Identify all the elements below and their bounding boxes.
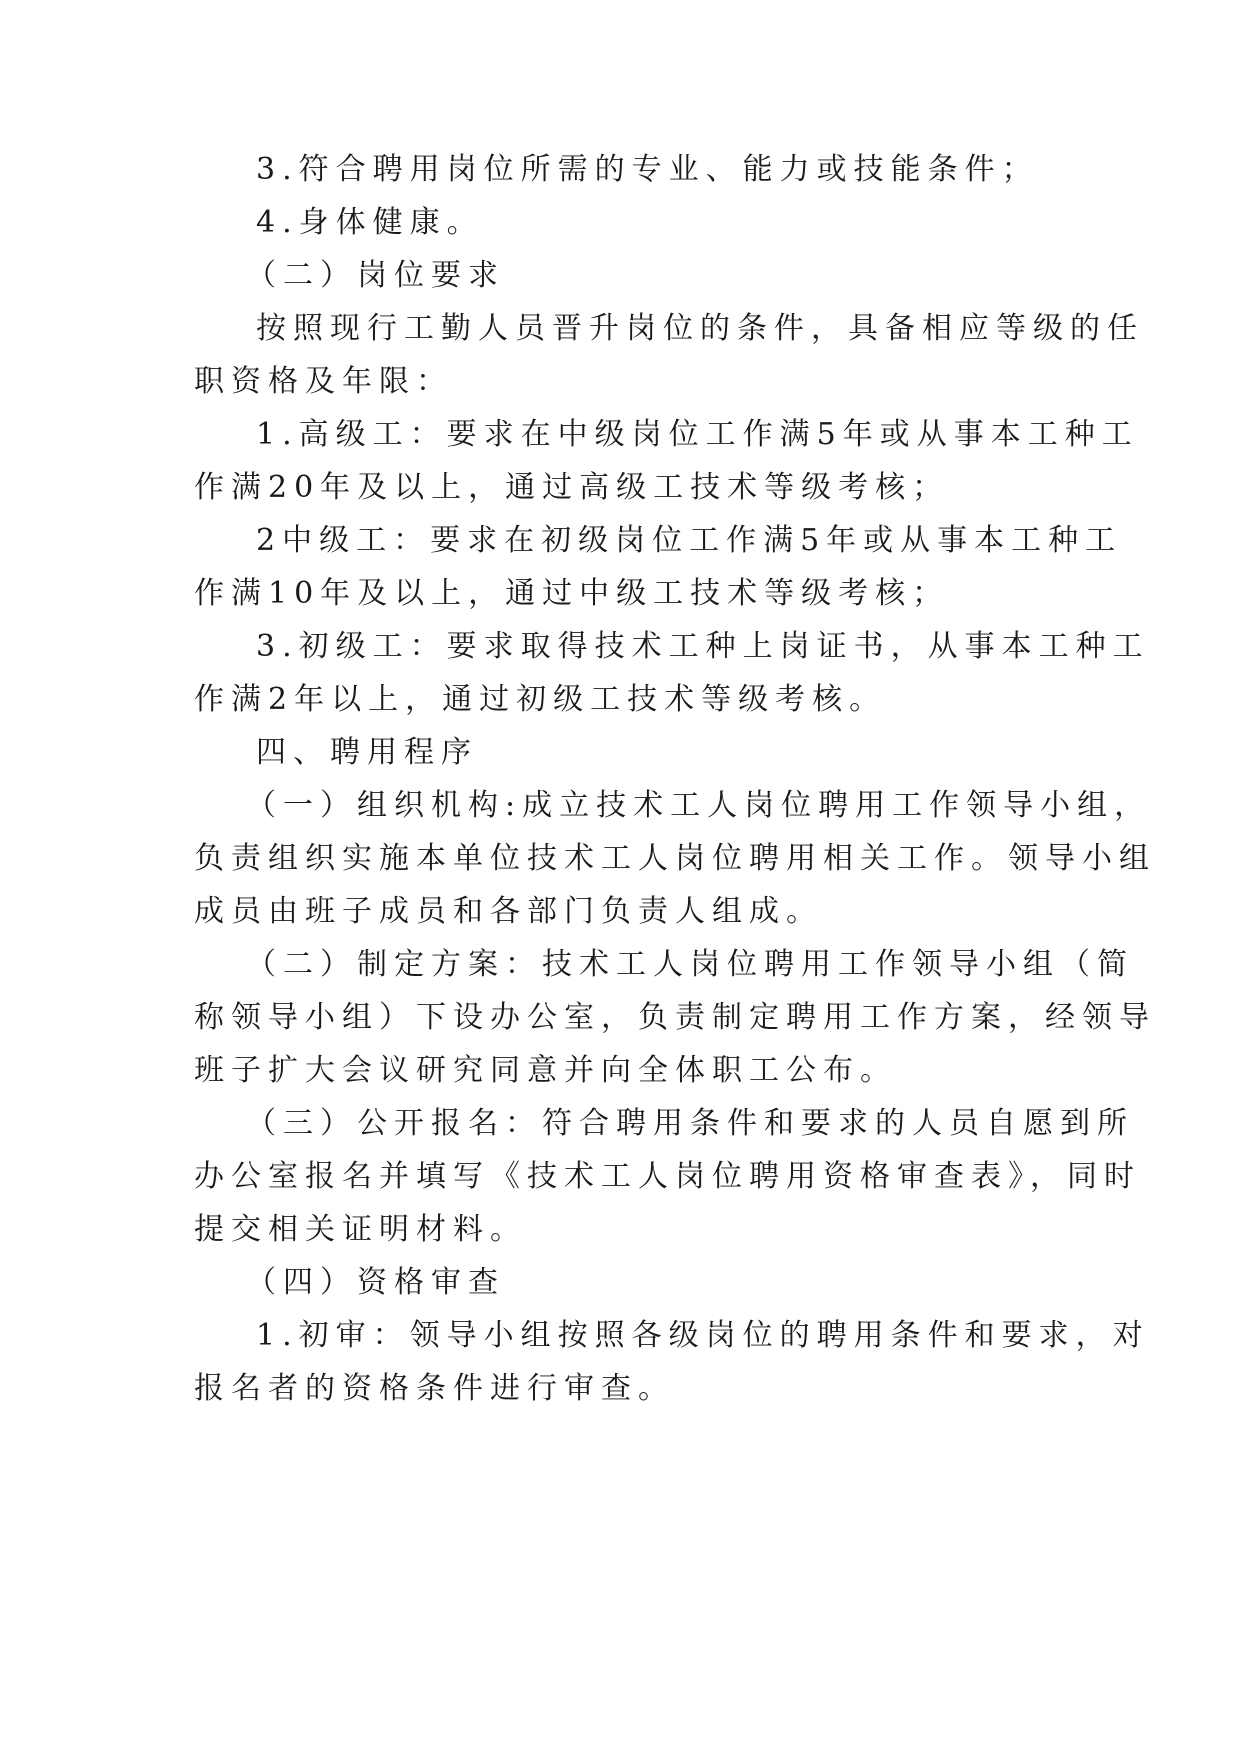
text-line: 作满20年及以上，通过高级工技术等级考核；: [194, 470, 950, 505]
text-line: （三）公开报名：符合聘用条件和要求的人员自愿到所: [246, 1106, 1134, 1141]
text-line: 4.身体健康。: [256, 205, 484, 240]
text-line: 班子扩大会议研究同意并向全体职工公布。: [194, 1053, 897, 1088]
text-line: （二）制定方案：技术工人岗位聘用工作领导小组（简: [246, 947, 1134, 982]
text-line: 按照现行工勤人员晋升岗位的条件，具备相应等级的任: [256, 311, 1144, 346]
text-line: 报名者的资格条件进行审查。: [194, 1371, 675, 1406]
text-line: 1.初审：领导小组按照各级岗位的聘用条件和要求，对: [256, 1318, 1150, 1353]
text-line: 作满2年以上，通过初级工技术等级考核。: [194, 682, 887, 717]
text-line: 3.初级工：要求取得技术工种上岗证书，从事本工种工: [256, 629, 1150, 664]
text-line: 1.高级工：要求在中级岗位工作满5年或从事本工种工: [256, 417, 1139, 452]
text-line: 负责组织实施本单位技术工人岗位聘用相关工作。领导小组: [194, 841, 1156, 876]
text-line: （一）组织机构:成立技术工人岗位聘用工作领导小组，: [246, 788, 1152, 823]
section-heading: （二）岗位要求: [246, 258, 505, 293]
text-line: 成员由班子成员和各部门负责人组成。: [194, 894, 823, 929]
text-line: 称领导小组）下设办公室，负责制定聘用工作方案，经领导: [194, 1000, 1156, 1035]
section-heading: （四）资格审查: [246, 1265, 505, 1300]
text-line: 职资格及年限：: [194, 364, 453, 399]
text-line: 3.符合聘用岗位所需的专业、能力或技能条件；: [256, 152, 1039, 187]
text-line: 2中级工：要求在初级岗位工作满5年或从事本工种工: [256, 523, 1123, 558]
text-line: 作满10年及以上，通过中级工技术等级考核；: [194, 576, 950, 611]
text-line: 提交相关证明材料。: [194, 1212, 527, 1247]
section-heading: 四、聘用程序: [256, 735, 478, 770]
text-line: 办公室报名并填写《技术工人岗位聘用资格审查表》，同时: [194, 1159, 1141, 1194]
